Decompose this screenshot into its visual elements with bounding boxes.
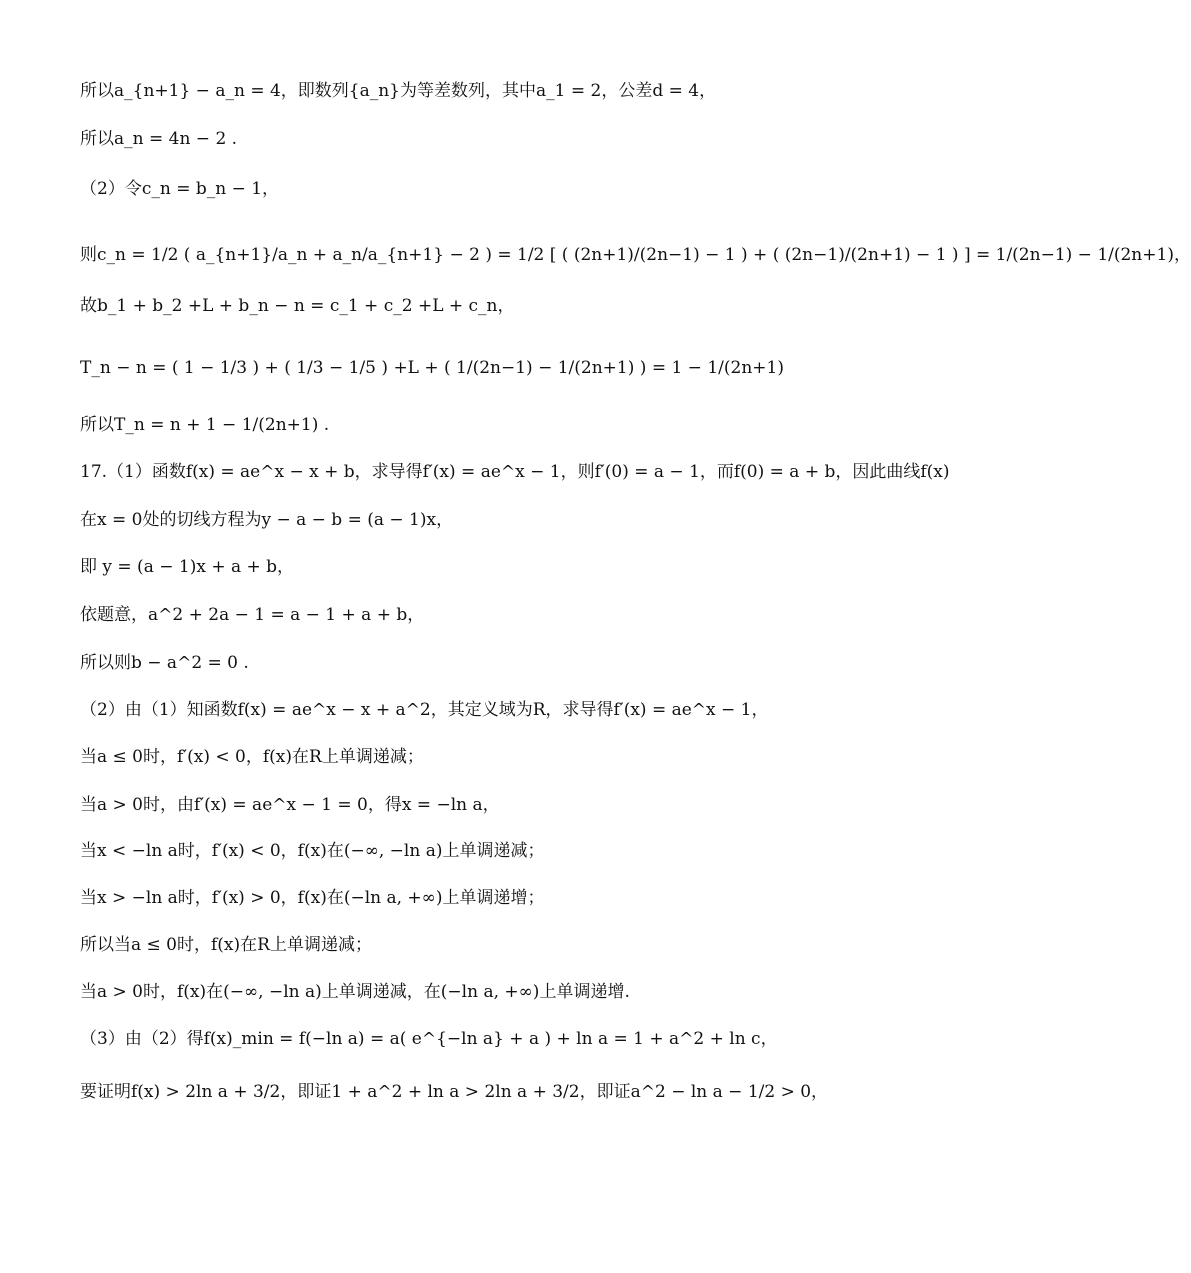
text-line: 当a > 0时，f(x)在(−∞, −ln a)上单调递减，在(−ln a, +∞)上单调递增. <box>80 982 630 1002</box>
text-line: （2）由（1）知函数f(x) = ae^x − x + a^2，其定义域为R，求导得f′(x) = ae^x − 1， <box>80 700 769 720</box>
text-line: 故b_1 + b_2 +L + b_n − n = c_1 + c_2 +L + c_n， <box>80 296 515 316</box>
text-line: 当x < −ln a时，f′(x) < 0，f(x)在(−∞, −ln a)上单调递减； <box>80 841 545 861</box>
text-line: 要证明f(x) > 2ln a + 3/2，即证1 + a^2 + ln a > 2ln a + 3/2，即证a^2 − ln a − 1/2 > 0， <box>80 1082 829 1102</box>
text-line: 当x > −ln a时，f′(x) > 0，f(x)在(−ln a, +∞)上单调递增； <box>80 888 545 908</box>
text-line: 所以则b − a^2 = 0 . <box>80 653 249 673</box>
text-line: 所以a_{n+1} − a_n = 4，即数列{a_n}为等差数列，其中a_1 = 2，公差d = 4， <box>80 81 717 101</box>
text-line: 当a > 0时，由f′(x) = ae^x − 1 = 0，得x = −ln a， <box>80 795 500 815</box>
text-line: 在x = 0处的切线方程为y − a − b = (a − 1)x， <box>80 510 454 530</box>
text-line: 所以a_n = 4n − 2 . <box>80 129 238 149</box>
text-line: 所以T_n = n + 1 − 1/(2n+1) . <box>80 415 330 435</box>
text-line: （3）由（2）得f(x)_min = f(−ln a) = a( e^{−ln a} + a ) + ln a = 1 + a^2 + ln c， <box>80 1029 778 1049</box>
text-line: 所以当a ≤ 0时，f(x)在R上单调递减； <box>80 935 372 955</box>
text-line: 即 y = (a − 1)x + a + b， <box>80 557 295 577</box>
text-line: T_n − n = ( 1 − 1/3 ) + ( 1/3 − 1/5 ) +L + ( 1/(2n−1) − 1/(2n+1) ) = 1 − 1/(2n+1) <box>80 358 784 378</box>
text-line: （2）令c_n = b_n − 1， <box>80 179 280 199</box>
text-line: 依题意，a^2 + 2a − 1 = a − 1 + a + b， <box>80 605 425 625</box>
text-line: 17.（1）函数f(x) = ae^x − x + b，求导得f′(x) = ae^x − 1，则f′(0) = a − 1，而f(0) = a + b，因此曲线f(x) <box>80 462 950 482</box>
text-line: 当a ≤ 0时，f′(x) < 0，f(x)在R上单调递减； <box>80 747 424 767</box>
text-line: 则c_n = 1/2 ( a_{n+1}/a_n + a_n/a_{n+1} − 2 ) = 1/2 [ ( (2n+1)/(2n−1) − 1 ) + ( (2n−1)/(2n+1) − 1 ) ] = 1/(2n−1) − 1/(2n+1)， <box>80 245 1191 265</box>
